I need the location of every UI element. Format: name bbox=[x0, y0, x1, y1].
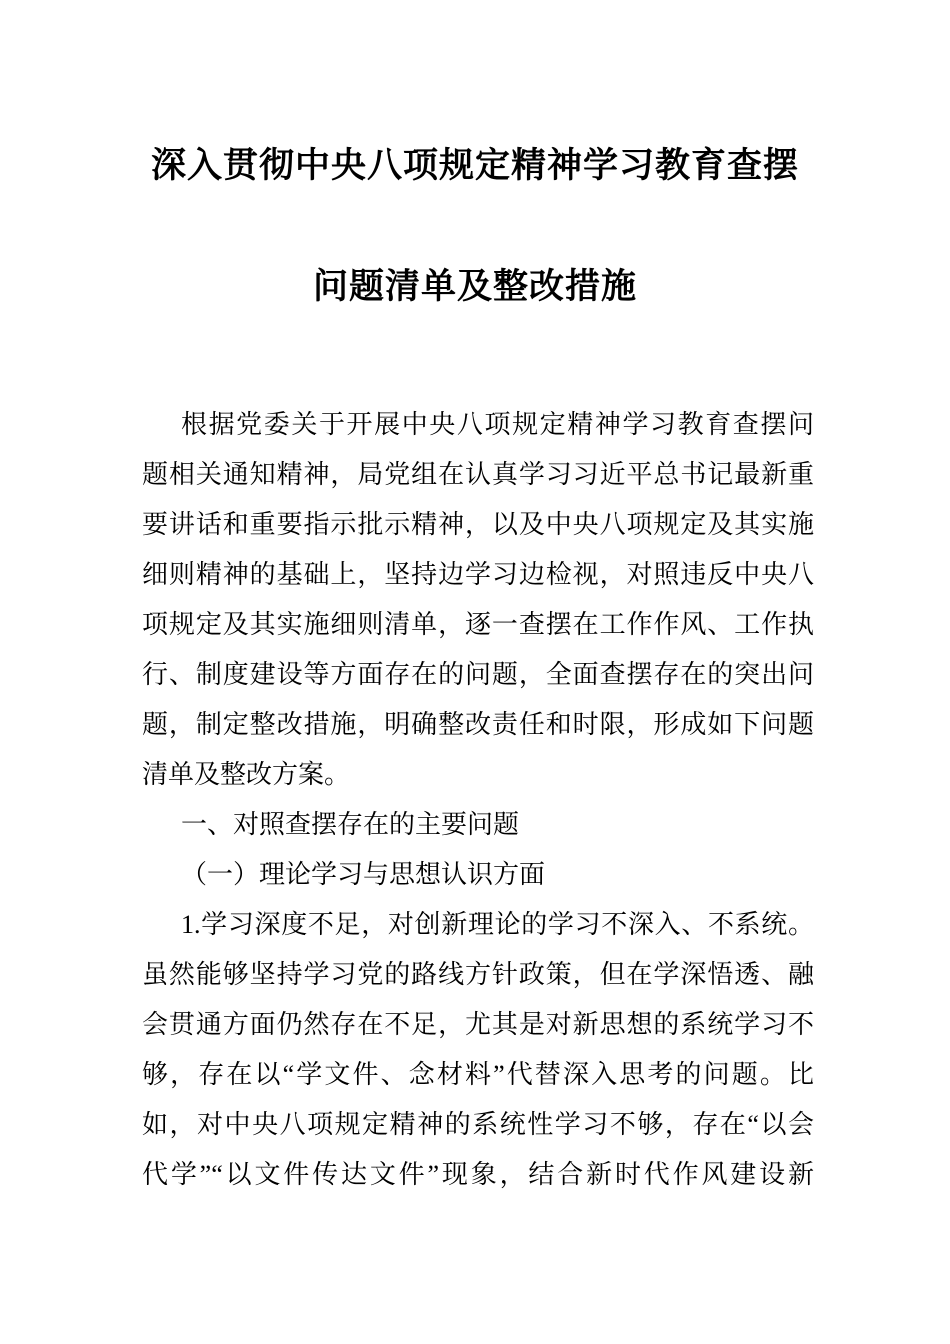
text-line: 会贯通方面仍然存在不足，尤其是对新思想的系统学习不 bbox=[142, 1010, 814, 1039]
text-line: 细则精神的基础上，坚持边学习边检视，对照违反中央八 bbox=[142, 560, 814, 589]
text-line: （一）理论学习与思想认识方面 bbox=[181, 860, 546, 889]
text-line: 项规定及其实施细则清单，逐一查摆在工作作风、工作执 bbox=[142, 610, 814, 639]
text-line: 根据党委关于开展中央八项规定精神学习教育查摆问 bbox=[181, 410, 814, 439]
text-line: 如，对中央八项规定精神的系统性学习不够，存在“以会 bbox=[142, 1110, 814, 1139]
text-line: 题相关通知精神，局党组在认真学习习近平总书记最新重 bbox=[142, 460, 814, 489]
text-line: 清单及整改方案。 bbox=[142, 760, 351, 789]
document-title-line2: 问题清单及整改措施 bbox=[312, 267, 637, 306]
text-line: 1.学习深度不足，对创新理论的学习不深入、不系统。 bbox=[181, 910, 814, 939]
text-line: 行、制度建设等方面存在的问题，全面查摆存在的突出问 bbox=[142, 660, 814, 689]
text-line: 一、对照查摆存在的主要问题 bbox=[181, 810, 520, 839]
text-line: 够，存在以“学文件、念材料”代替深入思考的问题。比 bbox=[142, 1060, 814, 1089]
text-line: 代学”“以文件传达文件”现象，结合新时代作风建设新 bbox=[142, 1160, 814, 1189]
document-title-line1: 深入贯彻中央八项规定精神学习教育查摆 bbox=[150, 146, 799, 185]
text-line: 虽然能够坚持学习党的路线方针政策，但在学深悟透、融 bbox=[142, 960, 814, 989]
text-line: 要讲话和重要指示批示精神，以及中央八项规定及其实施 bbox=[142, 510, 814, 539]
text-line: 题，制定整改措施，明确整改责任和时限，形成如下问题 bbox=[142, 710, 814, 739]
document-body bbox=[142, 400, 814, 1200]
